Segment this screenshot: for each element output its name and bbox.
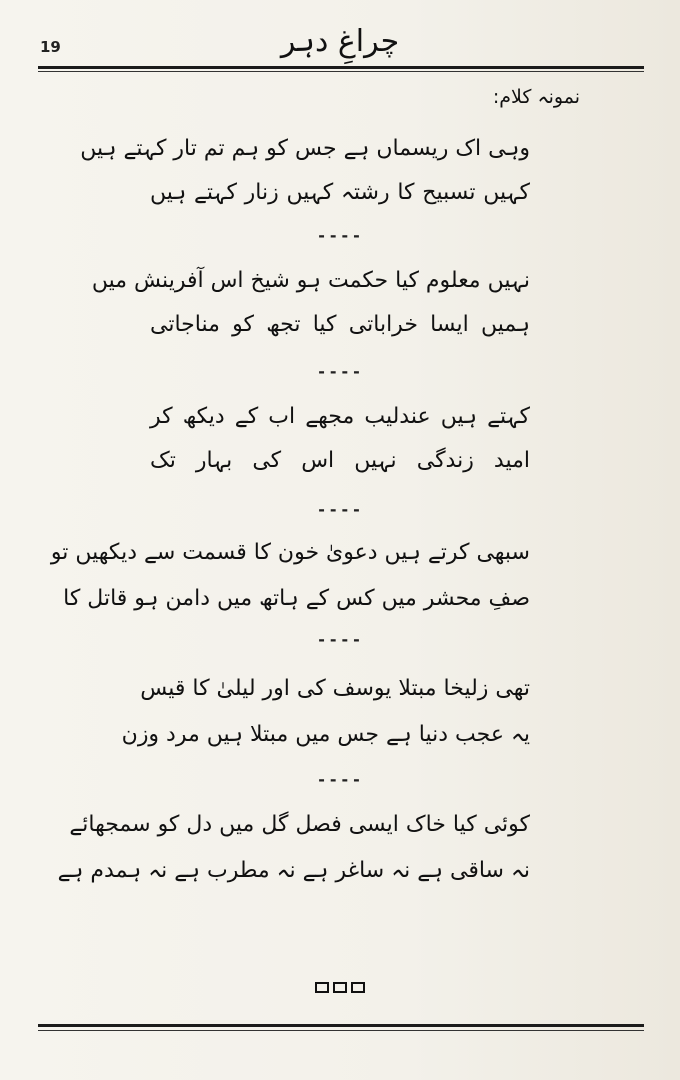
verse-line: نہیں معلوم کیا حکمت ہو شیخ اس آفرینش میں	[91, 268, 530, 293]
stanza-separator: ----	[316, 770, 364, 789]
ornament-box	[351, 982, 365, 993]
running-title: چراغِ دہر	[280, 24, 400, 59]
ornament-box	[333, 982, 347, 993]
verse-line: صفِ محشر میں کس کے ہاتھ میں دامن ہو قاتل کا	[63, 586, 530, 611]
verse-line: کوئی کیا خاک ایسی فصل گل میں دل کو سمجھائے	[69, 812, 530, 837]
verse-line: کہتے ہیں عندلیب مجھے اب کے دیکھ کر	[150, 404, 530, 429]
section-label: نمونہ کلام:	[492, 86, 580, 108]
end-ornament	[0, 982, 680, 993]
page-number: 19	[40, 38, 61, 56]
stanza-separator: ----	[316, 362, 364, 381]
verse-line: کہیں تسبیح کا رشتہ کہیں زنار کہتے ہیں	[150, 180, 530, 205]
verse-line: سبھی کرتے ہیں دعویٰ خون کا قسمت سے دیکھیں تو	[50, 540, 530, 565]
header-rule-thick	[38, 66, 644, 69]
ornament-box	[315, 982, 329, 993]
verse-line: وہی اک ریسماں ہے جس کو ہم تم تار کہتے ہیں	[80, 136, 530, 161]
footer-rule-thick	[38, 1024, 644, 1027]
header-rule-thin	[38, 71, 644, 72]
verse-line: یہ عجب دنیا ہے جس میں مبتلا ہیں مرد وزن	[121, 722, 530, 747]
verse-line: نہ ساقی ہے نہ ساغر ہے نہ مطرب ہے نہ ہمدم ہے	[57, 858, 530, 883]
footer-rule-thin	[38, 1030, 644, 1031]
verse-line: تھی زلیخا مبتلا یوسف کی اور لیلیٰ کا قیس	[140, 676, 530, 701]
stanza-separator: ----	[316, 500, 364, 519]
verse-line: امید زندگی نہیں اس کی بہار تک	[150, 448, 530, 473]
stanza-separator: ----	[316, 226, 364, 245]
verse-line: ہمیں ایسا خراباتی کیا تجھ کو مناجاتی	[150, 312, 530, 337]
stanza-separator: ----	[316, 630, 364, 649]
